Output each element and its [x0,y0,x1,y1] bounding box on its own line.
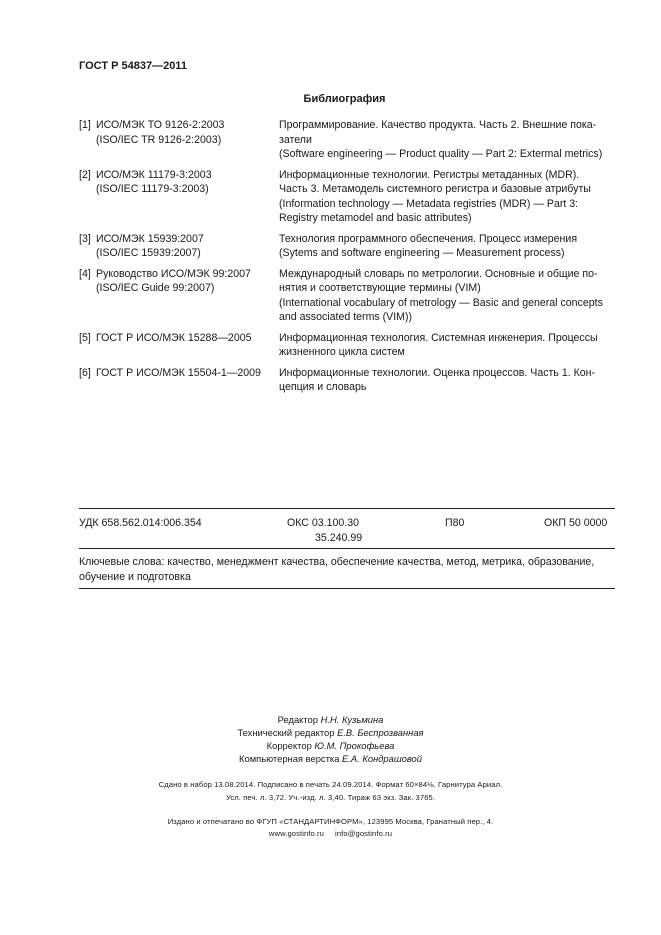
entry-description-line: Registry metamodel and basic attributes) [279,212,472,224]
bibliography-entry [79,267,615,325]
editor-role: Технический редактор [237,727,335,738]
entry-description-line: Программирование. Качество продукта. Часть 2. Внешние пока- [279,119,597,131]
entry-source [96,118,279,162]
editor-line [0,739,661,752]
imprint-line: Усл. печ. л. 3,72. Уч.-изд. л. 3,40. Тираж 63 экз. Зак. 3765. [225,793,436,802]
publisher-contacts: www.gostinfo.ru info@gostinfo.ru [268,829,393,838]
entry-source-en: (ISO/IEC 11179-3:2003) [96,183,209,195]
entry-description-line: and associated terms (VIM)) [279,311,413,323]
editor-role: Корректор [266,740,312,751]
entry-source-ru: ГОСТ Р ИСО/МЭК 15504-1—2009 [96,366,261,379]
entry-description [279,366,615,395]
entry-source-ru: ИСО/МЭК 11179-3:2003 [96,168,212,181]
entry-source [96,232,279,261]
entry-description [279,331,615,360]
editor-role: Редактор [277,714,318,725]
entry-source-ru: ИСО/МЭК 15939:2007 [96,232,204,245]
entry-description-line: жизненного цикла систем [279,346,405,358]
bibliography-title: Библиография [303,93,386,105]
entry-description-line: Информационные технологии. Регистры метаданных (MDR). [279,168,580,181]
udk-code: УДК 658.562.014:006.354 [79,517,202,529]
entry-description-line: (Sytems and software engineering — Measurement process) [279,247,565,259]
editor-role: Компьютерная верстка [239,753,340,764]
entry-description [279,118,615,162]
entry-number: [3] [79,232,91,245]
editors-block [0,713,661,765]
p-code: П80 [445,517,465,529]
entry-source-en: (ISO/IEC TR 9126-2:2003) [96,133,222,146]
bottom-divider [79,588,615,589]
bibliography-list [79,118,615,401]
keywords: Ключевые слова: качество, менеджмент качества, обеспечение качества, метод, метрика, образование, обучение и подготовка [79,556,595,583]
entry-source [96,168,279,226]
entry-description [279,232,615,261]
publisher-block [0,816,661,840]
editor-line [0,713,661,726]
entry-source-ru: ИСО/МЭК ТО 9126-2:2003 [96,119,225,131]
bibliography-entry [79,366,615,395]
editor-name: Е.В. Беспрозванная [337,727,424,738]
bibliography-entry [79,168,615,226]
entry-number: [6] [79,366,91,379]
entry-source [96,267,279,325]
publisher-address: Издано и отпечатано во ФГУП «СТАНДАРТИНФОРМ», 123995 Москва, Гранатный пер., 4. [167,817,494,826]
entry-source-ru: ГОСТ Р ИСО/МЭК 15288—2005 [96,331,252,344]
middle-divider [79,548,615,549]
entry-source-ru: Руководство ИСО/МЭК 99:2007 [96,267,251,280]
oks-code-1: ОКС 03.100.30 [287,517,360,529]
entry-number: [4] [79,267,91,280]
bibliography-entry [79,232,615,261]
entry-number: [1] [79,119,91,131]
entry-description-line: нятия и соответствующие термины (VIM) [279,282,481,294]
document-header: ГОСТ Р 54837—2011 [79,60,187,72]
entry-source-en: (ISO/IEC 15939:2007) [96,247,201,259]
imprint-line: Сдано в набор 13.08.2014. Подписано в печать 24.09.2014. Формат 60×84⅛. Гарнитура Ариал. [158,780,503,789]
editor-line [0,752,661,765]
bibliography-entry [79,118,615,162]
imprint-block [0,778,661,804]
entry-description-line: (Software engineering — Product quality — Part 2: Extermal metrics) [279,148,603,160]
entry-description-line: Часть 3. Метамодель системного регистра и базовые атрибуты [279,183,591,195]
editor-line [0,726,661,739]
entry-description-line: Информационные технологии. Оценка процессов. Часть 1. Кон- [279,366,596,379]
entry-description-line: (International vocabulary of metrology — Basic and general concepts [279,296,603,309]
bibliography-entry [79,331,615,360]
entry-source [96,331,279,360]
entry-description-line: (Information technology — Metadata registries (MDR) — Part 3: [279,197,579,210]
entry-description-line: Международный словарь по метрологии. Основные и общие по- [279,267,598,280]
entry-description-line: затели [279,133,312,146]
editor-name: Н.Н. Кузьмина [320,714,384,725]
entry-source [96,366,279,395]
oks-code-2: 35.240.99 [315,531,363,544]
oks-code [287,516,362,545]
editor-name: Е.А. Кондрашовой [342,753,422,764]
entry-description-line: цепция и словарь [279,381,367,393]
entry-description [279,267,615,325]
entry-description [279,168,615,226]
okp-code: ОКП 50 0000 [544,517,608,529]
entry-source-en: (ISO/IEC Guide 99:2007) [96,282,215,294]
editor-name: Ю.М. Прокофьева [314,740,395,751]
entry-number: [2] [79,168,91,181]
entry-number: [5] [79,331,91,344]
top-divider [79,508,615,509]
entry-description-line: Технология программного обеспечения. Процесс измерения [279,232,578,245]
entry-description-line: Информационная технология. Системная инженерия. Процессы [279,331,598,344]
